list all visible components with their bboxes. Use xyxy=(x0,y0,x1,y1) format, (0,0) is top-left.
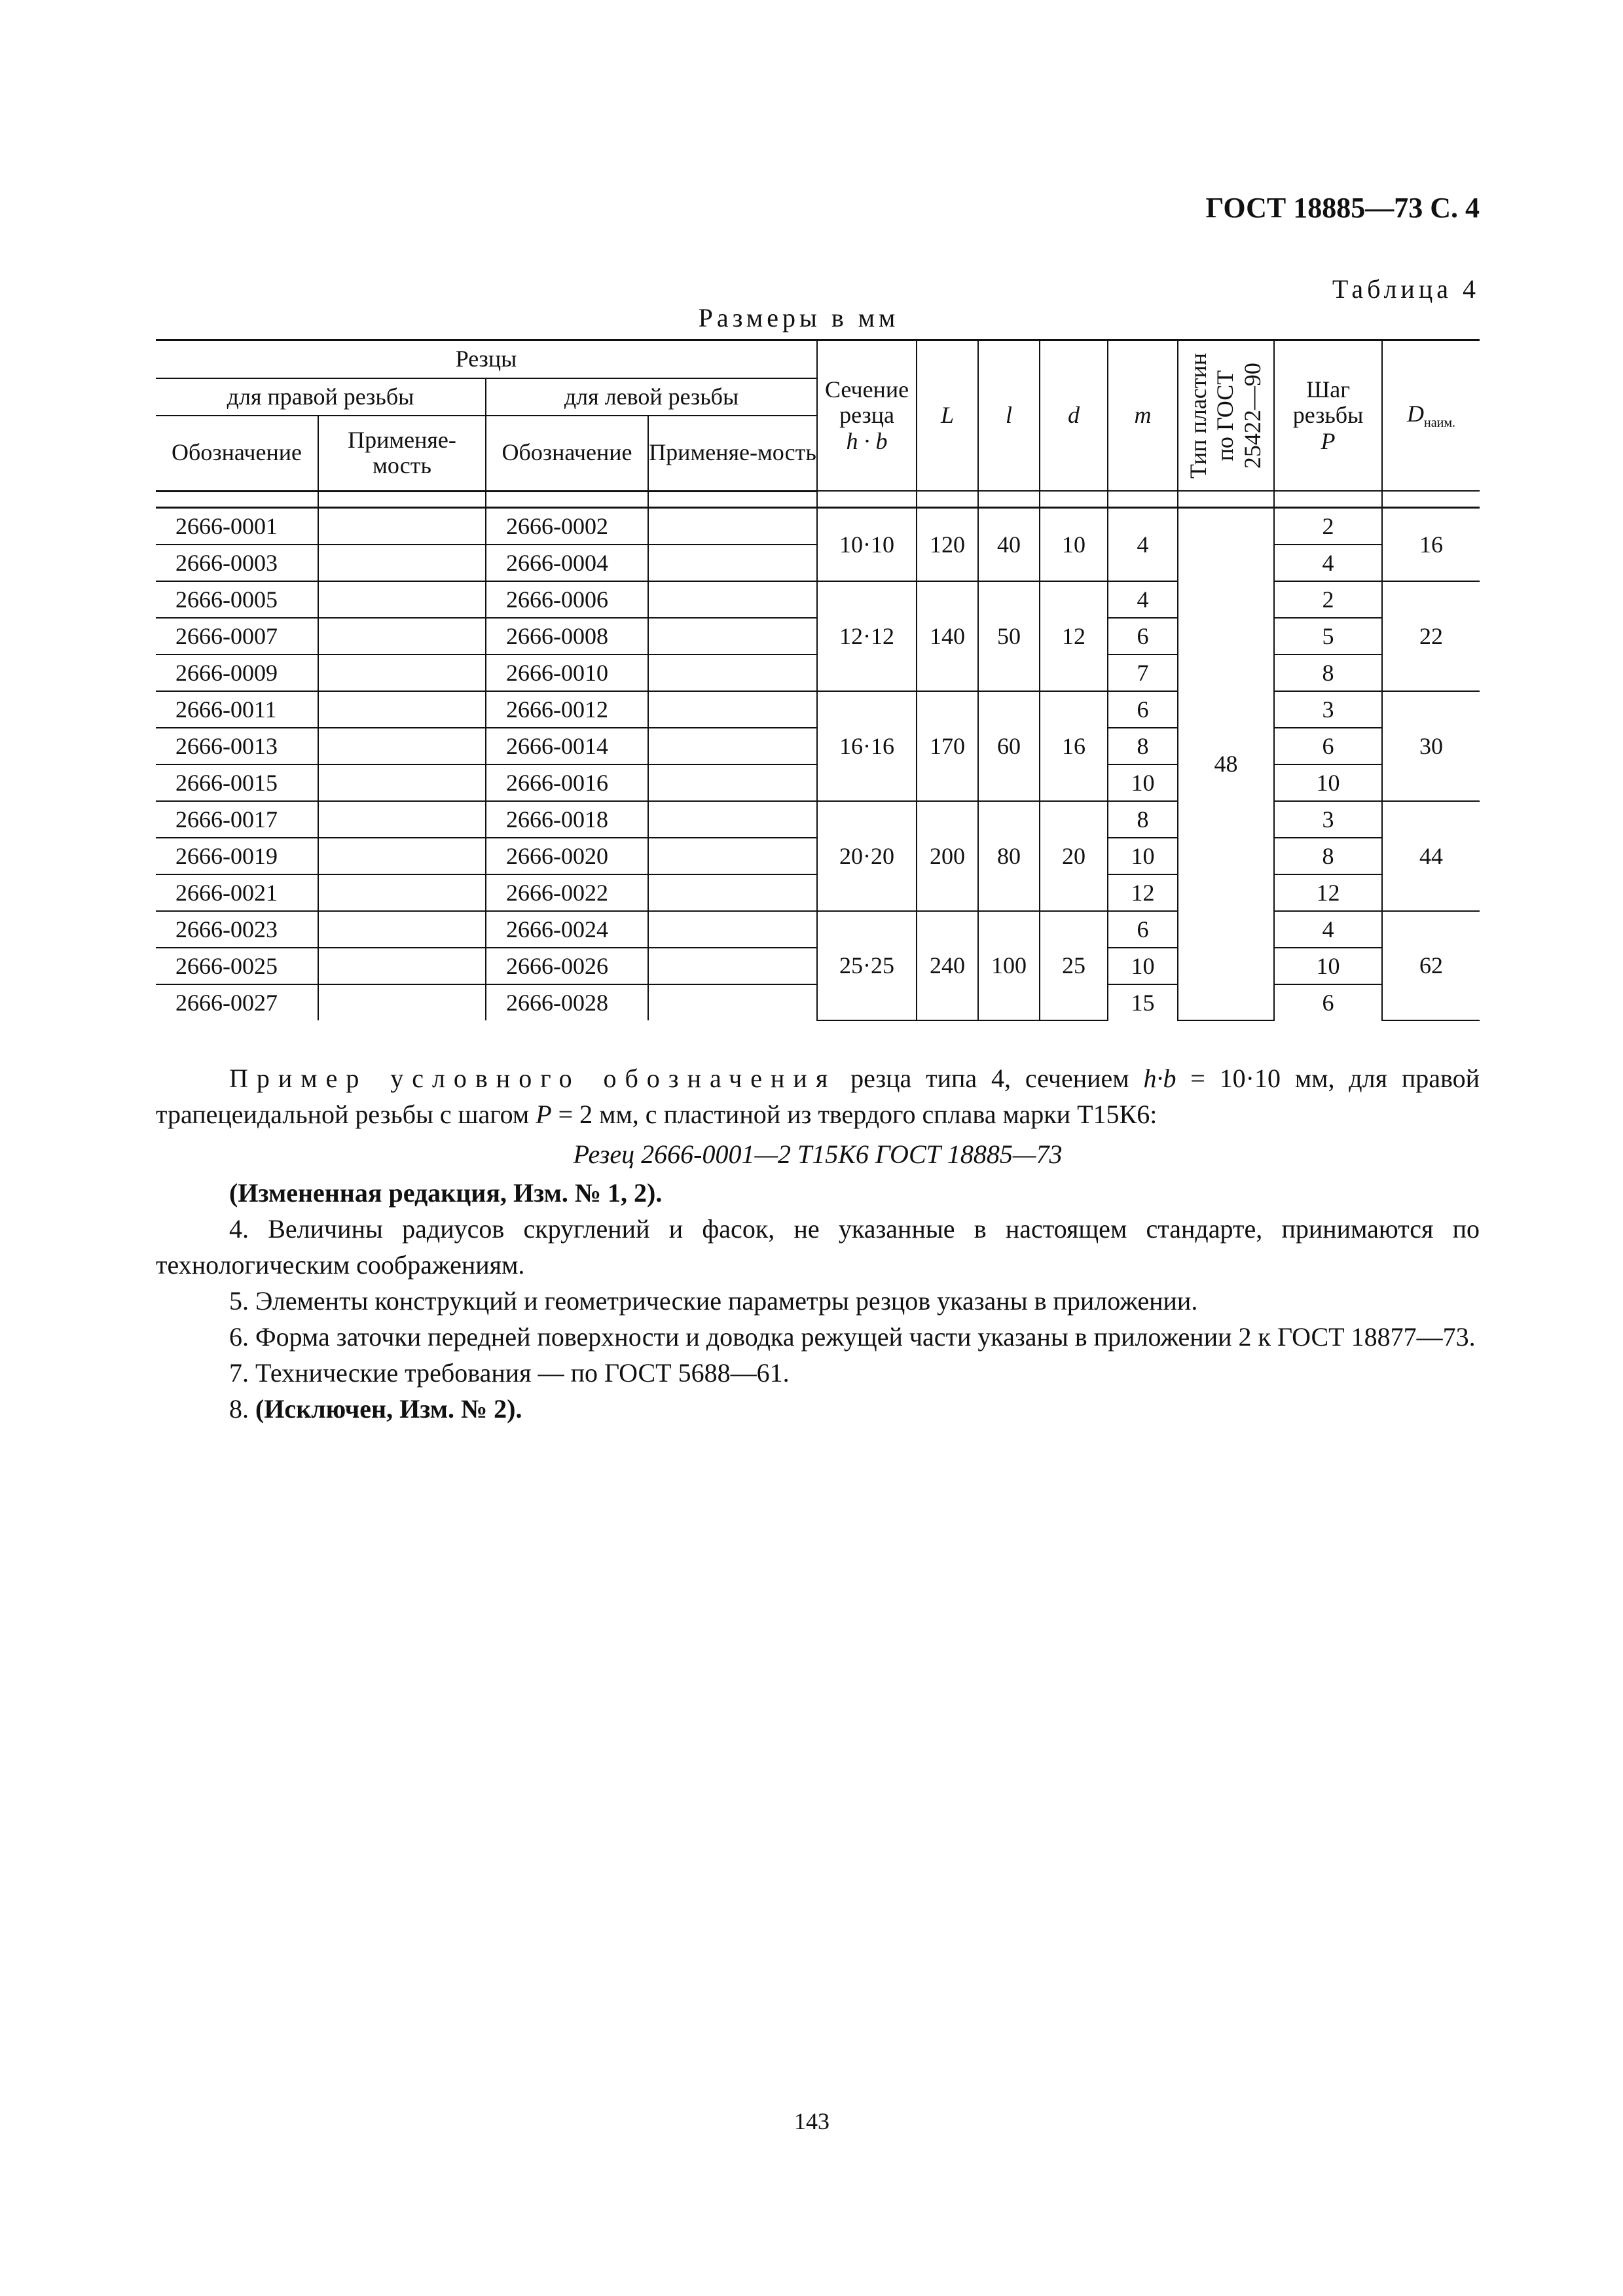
L-cell: 120 xyxy=(917,507,978,581)
section-cell: 25·25 xyxy=(817,911,917,1020)
item-6: 6. Форма заточки передней поверхности и доводка режущей части указаны в приложении 2 к ГОСТ 18877—73. xyxy=(229,1322,1476,1352)
header-left-thread: для левой резьбы xyxy=(486,378,817,416)
m-cell: 15 xyxy=(1108,984,1178,1020)
right-designation-cell: 2666-0021 xyxy=(156,874,318,911)
d-min-cell: 62 xyxy=(1382,911,1480,1020)
m-cell: 8 xyxy=(1108,801,1178,838)
units-note: Размеры в мм xyxy=(698,303,900,332)
right-designation-cell: 2666-0007 xyxy=(156,618,318,655)
right-designation-cell: 2666-0015 xyxy=(156,764,318,801)
header-l: l xyxy=(978,340,1040,492)
left-applicability-cell xyxy=(648,545,817,581)
right-designation-cell: 2666-0001 xyxy=(156,507,318,545)
right-designation-cell: 2666-0027 xyxy=(156,984,318,1020)
right-applicability-cell xyxy=(318,984,486,1020)
pitch-cell: 6 xyxy=(1274,984,1382,1020)
table-row xyxy=(156,507,1480,545)
pitch-cell: 5 xyxy=(1274,618,1382,655)
pitch-cell: 6 xyxy=(1274,728,1382,764)
d-min-cell: 44 xyxy=(1382,801,1480,911)
left-applicability-cell xyxy=(648,838,817,874)
header-applicability-right: Применяе-мость xyxy=(318,416,486,491)
left-applicability-cell xyxy=(648,984,817,1020)
m-cell: 10 xyxy=(1108,764,1178,801)
l-cell: 50 xyxy=(978,581,1040,691)
header-d: d xyxy=(1040,340,1108,492)
left-designation-cell: 2666-0008 xyxy=(486,618,648,655)
d-min-cell: 30 xyxy=(1382,691,1480,801)
right-applicability-cell xyxy=(318,801,486,838)
right-designation-cell: 2666-0003 xyxy=(156,545,318,581)
pitch-cell: 2 xyxy=(1274,581,1382,618)
right-applicability-cell xyxy=(318,728,486,764)
header-d-min: $D_{наим.}$ xyxy=(1382,340,1480,492)
right-designation-cell: 2666-0017 xyxy=(156,801,318,838)
plate-type-cell: 48 xyxy=(1178,507,1274,1020)
left-designation-cell: 2666-0012 xyxy=(486,691,648,728)
right-applicability-cell xyxy=(318,618,486,655)
m-cell: 12 xyxy=(1108,874,1178,911)
left-designation-cell: 2666-0028 xyxy=(486,984,648,1020)
table-row xyxy=(156,911,1480,948)
left-applicability-cell xyxy=(648,618,817,655)
l-cell: 80 xyxy=(978,801,1040,911)
m-cell: 4 xyxy=(1108,581,1178,618)
pitch-cell: 10 xyxy=(1274,948,1382,984)
L-cell: 240 xyxy=(917,911,978,1020)
d-min-cell: 22 xyxy=(1382,581,1480,691)
left-designation-cell: 2666-0016 xyxy=(486,764,648,801)
item-8: 8. (Исключен, Изм. № 2). xyxy=(229,1394,522,1424)
pitch-cell: 8 xyxy=(1274,655,1382,691)
spacer-row xyxy=(156,491,1480,507)
left-designation-cell: 2666-0022 xyxy=(486,874,648,911)
left-designation-cell: 2666-0002 xyxy=(486,507,648,545)
left-applicability-cell xyxy=(648,581,817,618)
header-designation-right: Обозначение xyxy=(156,416,318,491)
m-cell: 7 xyxy=(1108,655,1178,691)
m-cell: 10 xyxy=(1108,948,1178,984)
left-applicability-cell xyxy=(648,764,817,801)
pitch-cell: 3 xyxy=(1274,691,1382,728)
right-designation-cell: 2666-0019 xyxy=(156,838,318,874)
revision-note: (Измененная редакция, Изм. № 1, 2). xyxy=(229,1178,663,1208)
left-applicability-cell xyxy=(648,507,817,545)
header-applicability-left: Применяе-мость xyxy=(648,416,817,491)
right-designation-cell: 2666-0025 xyxy=(156,948,318,984)
dimensions-table xyxy=(156,339,1480,1021)
d-cell: 12 xyxy=(1040,581,1108,691)
pitch-cell: 2 xyxy=(1274,507,1382,545)
header-cutters: Резцы xyxy=(156,340,817,379)
m-cell: 4 xyxy=(1108,507,1178,581)
left-designation-cell: 2666-0026 xyxy=(486,948,648,984)
right-designation-cell: 2666-0005 xyxy=(156,581,318,618)
m-cell: 6 xyxy=(1108,618,1178,655)
left-designation-cell: 2666-0014 xyxy=(486,728,648,764)
left-designation-cell: 2666-0020 xyxy=(486,838,648,874)
header-designation-left: Обозначение xyxy=(486,416,648,491)
right-designation-cell: 2666-0011 xyxy=(156,691,318,728)
right-applicability-cell xyxy=(318,545,486,581)
L-cell: 200 xyxy=(917,801,978,911)
section-cell: 20·20 xyxy=(817,801,917,911)
left-designation-cell: 2666-0004 xyxy=(486,545,648,581)
left-applicability-cell xyxy=(648,911,817,948)
item-7: 7. Технические требования — по ГОСТ 5688—61. xyxy=(229,1358,790,1388)
right-applicability-cell xyxy=(318,691,486,728)
right-applicability-cell xyxy=(318,874,486,911)
header-pitch: Шаг резьбы P xyxy=(1274,340,1382,492)
item-5: 5. Элементы конструкций и геометрические параметры резцов указаны в приложении. xyxy=(229,1286,1198,1316)
section-cell: 12·12 xyxy=(817,581,917,691)
m-cell: 8 xyxy=(1108,728,1178,764)
left-applicability-cell xyxy=(648,948,817,984)
m-cell: 6 xyxy=(1108,691,1178,728)
m-cell: 6 xyxy=(1108,911,1178,948)
pitch-cell: 4 xyxy=(1274,911,1382,948)
page-number: 143 xyxy=(794,2108,830,2134)
left-designation-cell: 2666-0006 xyxy=(486,581,648,618)
body-text xyxy=(156,1060,1480,1427)
header-section: Сечение резца h · b xyxy=(817,340,917,492)
pitch-cell: 3 xyxy=(1274,801,1382,838)
d-cell: 20 xyxy=(1040,801,1108,911)
table-row xyxy=(156,801,1480,838)
right-designation-cell: 2666-0013 xyxy=(156,728,318,764)
d-min-cell: 16 xyxy=(1382,507,1480,581)
right-applicability-cell xyxy=(318,764,486,801)
header-m: m xyxy=(1108,340,1178,492)
pitch-cell: 10 xyxy=(1274,764,1382,801)
m-cell: 10 xyxy=(1108,838,1178,874)
left-designation-cell: 2666-0018 xyxy=(486,801,648,838)
right-applicability-cell xyxy=(318,507,486,545)
right-applicability-cell xyxy=(318,581,486,618)
left-applicability-cell xyxy=(648,655,817,691)
section-cell: 10·10 xyxy=(817,507,917,581)
section-cell: 16·16 xyxy=(817,691,917,801)
header-plate-type: Тип пластин по ГОСТ 25422—90 xyxy=(1178,340,1274,492)
item-4: 4. Величины радиусов скруглений и фасок, не указанные в настоящем стандарте, принимаются по технологическим соображениям. xyxy=(156,1214,1480,1280)
pitch-cell: 8 xyxy=(1274,838,1382,874)
l-cell: 100 xyxy=(978,911,1040,1020)
table-row xyxy=(156,691,1480,728)
document-header: ГОСТ 18885—73 С. 4 xyxy=(1205,192,1480,224)
right-applicability-cell xyxy=(318,948,486,984)
right-designation-cell: 2666-0009 xyxy=(156,655,318,691)
left-applicability-cell xyxy=(648,874,817,911)
header-right-thread: для правой резьбы xyxy=(156,378,486,416)
right-designation-cell: 2666-0023 xyxy=(156,911,318,948)
pitch-cell: 12 xyxy=(1274,874,1382,911)
right-applicability-cell xyxy=(318,911,486,948)
left-applicability-cell xyxy=(648,728,817,764)
table-body xyxy=(156,491,1480,1020)
example-designation: Резец 2666-0001—2 Т15К6 ГОСТ 18885—73 xyxy=(573,1139,1063,1169)
header-L: L xyxy=(917,340,978,492)
left-applicability-cell xyxy=(648,801,817,838)
L-cell: 140 xyxy=(917,581,978,691)
right-applicability-cell xyxy=(318,838,486,874)
d-cell: 10 xyxy=(1040,507,1108,581)
example-lead: Пример условного обозначения xyxy=(229,1064,837,1093)
example-paragraph: Пример условного обозначения резца типа 4, сечением h·b = 10·10 мм, для правой трапецеидальной резьбы с шагом P = 2 мм, с пластиной из твердого сплава марки Т15К6: xyxy=(156,1064,1480,1129)
table-caption: Таблица 4 xyxy=(1332,274,1480,304)
d-cell: 16 xyxy=(1040,691,1108,801)
table-row xyxy=(156,581,1480,618)
left-designation-cell: 2666-0010 xyxy=(486,655,648,691)
pitch-cell: 4 xyxy=(1274,545,1382,581)
left-designation-cell: 2666-0024 xyxy=(486,911,648,948)
d-cell: 25 xyxy=(1040,911,1108,1020)
right-applicability-cell xyxy=(318,655,486,691)
l-cell: 40 xyxy=(978,507,1040,581)
L-cell: 170 xyxy=(917,691,978,801)
l-cell: 60 xyxy=(978,691,1040,801)
left-applicability-cell xyxy=(648,691,817,728)
